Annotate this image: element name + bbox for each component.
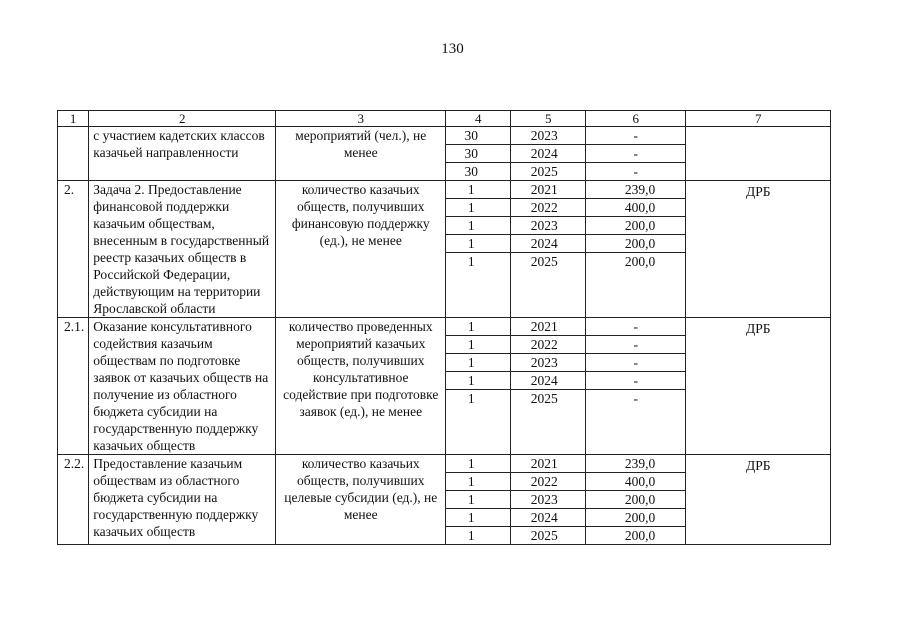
year-item: 2024 — [511, 235, 585, 253]
value-item: 30 — [446, 127, 510, 145]
row-description: Задача 2. Предоставление финансовой поддержки казачьим обществам, внесенным в государственный реестр казачьих обществ в Российской Федерации, действующим на территории Ярославской области — [89, 181, 276, 318]
year-item: 2025 — [530, 391, 558, 406]
row-description: с участием кадетских классов казачьей направленности — [89, 127, 276, 181]
value-item: 1 — [446, 372, 510, 390]
row-indicator: количество проведенных мероприятий казачьих обществ, получивших консультативное содействие при подготовке заявок (ед.), не менее — [276, 318, 446, 455]
row-number: 2.2. — [58, 455, 89, 545]
page-number: 130 — [441, 41, 464, 57]
amount-item: - — [586, 145, 685, 163]
value-item: 1 — [446, 318, 510, 336]
values-cell — [446, 455, 511, 545]
year-item: 2025 — [530, 528, 558, 543]
row-source: ДРБ — [686, 318, 831, 455]
amount-item: - — [633, 164, 638, 179]
year-item: 2024 — [511, 372, 585, 390]
row-description: Оказание консультативного содействия казачьим обществам по подготовке заявок от казачьих обществ на получение из областного бюджета субсидии на государственную поддержку казачьих обществ — [89, 318, 276, 455]
year-item: 2021 — [511, 318, 585, 336]
amount-item: 200,0 — [586, 509, 685, 527]
amounts-cell — [586, 455, 686, 545]
amounts-cell — [586, 127, 686, 181]
value-item: 1 — [467, 528, 475, 543]
value-item: 1 — [446, 235, 510, 253]
value-item: 1 — [446, 354, 510, 372]
program-table — [57, 110, 831, 545]
years-cell — [511, 181, 586, 318]
year-item: 2023 — [511, 354, 585, 372]
value-item: 1 — [446, 336, 510, 354]
table-row — [58, 127, 831, 181]
year-item: 2023 — [511, 217, 585, 235]
header-cell: 5 — [511, 111, 586, 127]
amounts-cell — [586, 318, 686, 455]
header-cell: 1 — [58, 111, 89, 127]
row-indicator: количество казачьих обществ, получивших целевые субсидии (ед.), не менее — [276, 455, 446, 545]
amounts-cell — [586, 181, 686, 318]
amount-item: - — [633, 391, 638, 406]
value-item: 1 — [467, 391, 475, 406]
year-item: 2024 — [511, 145, 585, 163]
year-item: 2021 — [511, 455, 585, 473]
year-item: 2022 — [511, 473, 585, 491]
table-row — [58, 455, 831, 545]
amount-item: 400,0 — [586, 199, 685, 217]
year-item: 2022 — [511, 199, 585, 217]
row-source: ДРБ — [686, 455, 831, 545]
values-cell — [446, 318, 511, 455]
value-item: 1 — [446, 509, 510, 527]
amount-item: - — [586, 336, 685, 354]
amount-item: 400,0 — [586, 473, 685, 491]
amount-item: - — [586, 127, 685, 145]
row-number: 2. — [58, 181, 89, 318]
table-row — [58, 181, 831, 318]
amount-item: 200,0 — [586, 217, 685, 235]
values-cell — [446, 127, 511, 181]
amount-item: 200,0 — [624, 254, 656, 269]
header-cell: 7 — [686, 111, 831, 127]
row-number — [58, 127, 89, 181]
amount-item: 200,0 — [586, 491, 685, 509]
year-item: 2025 — [530, 164, 558, 179]
values-cell — [446, 181, 511, 318]
value-item: 1 — [446, 455, 510, 473]
value-item: 30 — [464, 164, 478, 179]
row-source — [686, 127, 831, 181]
value-item: 1 — [446, 491, 510, 509]
value-item: 1 — [446, 199, 510, 217]
year-item: 2024 — [511, 509, 585, 527]
value-item: 1 — [446, 217, 510, 235]
value-item: 1 — [446, 473, 510, 491]
amount-item: 200,0 — [624, 528, 656, 543]
year-item: 2023 — [511, 491, 585, 509]
row-indicator: количество казачьих обществ, получивших финансовую поддержку (ед.), не менее — [276, 181, 446, 318]
header-row — [58, 111, 831, 127]
amount-item: 239,0 — [586, 181, 685, 199]
years-cell — [511, 318, 586, 455]
amount-item: 200,0 — [586, 235, 685, 253]
table-row — [58, 318, 831, 455]
header-cell: 4 — [446, 111, 511, 127]
years-cell — [511, 127, 586, 181]
header-cell: 2 — [89, 111, 276, 127]
row-indicator: мероприятий (чел.), не менее — [276, 127, 446, 181]
amount-item: - — [586, 318, 685, 336]
year-item: 2023 — [511, 127, 585, 145]
year-item: 2022 — [511, 336, 585, 354]
year-item: 2025 — [530, 254, 558, 269]
value-item: 1 — [446, 181, 510, 199]
value-item: 1 — [467, 254, 475, 269]
year-item: 2021 — [511, 181, 585, 199]
row-description: Предоставление казачьим обществам из областного бюджета субсидии на государственную поддержку казачьих обществ — [89, 455, 276, 545]
amount-item: 239,0 — [586, 455, 685, 473]
row-source: ДРБ — [686, 181, 831, 318]
header-cell: 6 — [586, 111, 686, 127]
amount-item: - — [586, 372, 685, 390]
amount-item: - — [586, 354, 685, 372]
years-cell — [511, 455, 586, 545]
value-item: 30 — [446, 145, 510, 163]
header-cell: 3 — [276, 111, 446, 127]
row-number: 2.1. — [58, 318, 89, 455]
